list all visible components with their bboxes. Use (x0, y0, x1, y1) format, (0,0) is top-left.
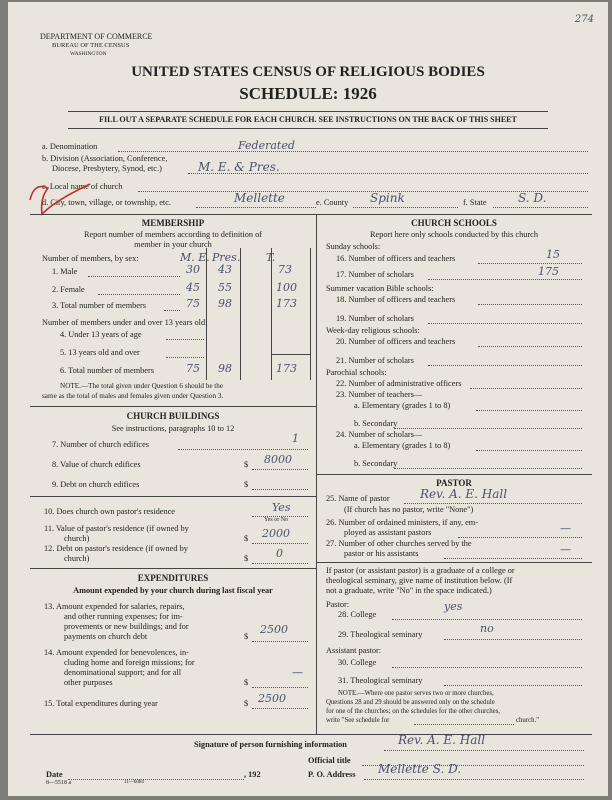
q16-label: 16. Number of officers and teachers (336, 254, 456, 263)
q18-label: 18. Number of officers and teachers (336, 295, 456, 304)
denomination-value: Federated (238, 139, 295, 152)
q13-line-1: 13. Amount expended for salaries, repairs, (44, 602, 185, 611)
county-label: e. County (316, 198, 349, 207)
q14-value: — (292, 666, 303, 679)
red-check-mark (26, 178, 96, 218)
female-total: 100 (276, 281, 297, 294)
local-name-label: c. Local name of church (42, 182, 123, 191)
q8-label: 8. Value of church edifices (52, 460, 141, 469)
q13-line-4: payments on church debt (64, 632, 148, 641)
state-label: f. State (463, 198, 487, 207)
bureau-name: BUREAU OF THE CENSUS (52, 42, 130, 49)
asst-label: Assistant pastor: (326, 646, 382, 655)
q11-label-b: church) (64, 534, 90, 543)
q14-line-3: denominational support; and for all (64, 668, 182, 677)
q13-line-2: and other running expenses; for im- (64, 612, 183, 621)
q12-label-b: church) (64, 554, 90, 563)
county-value: Spink (370, 191, 405, 205)
total6-me: 75 (186, 362, 200, 375)
city-value: Mellette (234, 191, 285, 205)
q8-dollar: $ (244, 460, 249, 469)
po-address-label: P. O. Address (308, 770, 356, 779)
q24a-label: a. Elementary (grades 1 to 8) (354, 441, 451, 450)
row-label: 3. Total number of members (52, 301, 146, 310)
q12-dollar: $ (244, 554, 249, 563)
form-subtitle: SCHEDULE: 1926 (239, 84, 377, 103)
form-title: UNITED STATES CENSUS OF RELIGIOUS BODIES (131, 64, 485, 80)
q16-value: 15 (546, 248, 560, 261)
signature-label: Signature of person furnishing information (194, 740, 347, 749)
q10-label: 10. Does church own pastor's residence (44, 507, 175, 516)
po-address-value: Mellette S. D. (378, 762, 462, 776)
pastor-heading: PASTOR (436, 478, 472, 488)
membership-sub1: Report number of members according to definition of (83, 230, 263, 239)
q7-value: 1 (292, 432, 299, 445)
q11-value: 2000 (262, 527, 290, 540)
male-pres: 43 (218, 263, 232, 276)
q24-label: 24. Number of scholars— (336, 430, 423, 439)
q31-label: 31. Theological seminary (338, 676, 423, 685)
division-label-2: Diocese, Presbytery, Synod, etc.) (52, 164, 162, 173)
q12-value: 0 (276, 547, 283, 560)
under-13-label: 4. Under 13 years of age (60, 330, 142, 339)
pastor-note-5: church." (516, 717, 539, 724)
row-label: 2. Female (52, 285, 85, 294)
schools-heading: CHURCH SCHOOLS (411, 218, 497, 228)
q23b-label: b. Secondary (354, 419, 398, 428)
col-head-pres: Pres. (212, 251, 241, 264)
q7-label: 7. Number of church edifices (52, 440, 149, 449)
pastor-note-4: write "See schedule for (326, 717, 390, 724)
q8-value: 8000 (264, 453, 292, 466)
membership-by-sex: Number of members, by sex: (42, 254, 139, 263)
q12-label-a: 12. Debt on pastor's residence (if owned by (44, 544, 188, 553)
q9-dollar: $ (244, 480, 249, 489)
sunday-label: Sunday schools: (326, 242, 381, 251)
q29-value: no (480, 622, 494, 635)
female-pres: 55 (218, 281, 232, 294)
total-total: 173 (276, 297, 297, 310)
schools-sub: Report here only schools conducted by this church (370, 230, 538, 239)
q22-label: 22. Number of administrative officers (336, 379, 462, 388)
row-label: 6. Total number of members (60, 366, 154, 375)
instructions: FILL OUT A SEPARATE SCHEDULE FOR EACH CHURCH. SEE INSTRUCTIONS ON THE BACK OF THIS SHEET (99, 115, 517, 124)
male-total: 73 (278, 263, 292, 276)
college-note-3: not a graduate, write "No" in the space indicated.) (326, 586, 492, 595)
pastor-label: Pastor: (326, 600, 350, 609)
female-me: 45 (186, 281, 200, 294)
male-me: 30 (186, 263, 200, 276)
expenditures-sub: Amount expended by your church during last fiscal year (73, 586, 273, 595)
col-head-me: M. E. (180, 251, 210, 264)
yes-no-caption: Yes or No (264, 517, 289, 523)
q21-label: 21. Number of scholars (336, 356, 414, 365)
college-note-1: If pastor (or assistant pastor) is a graduate of a college or (326, 566, 515, 575)
q14-line-2: cluding home and foreign missions; for (64, 658, 195, 667)
q27-label-b: pastor or his assistants (344, 549, 419, 558)
q14-dollar: $ (244, 678, 249, 687)
state-value: S. D. (518, 191, 547, 205)
pastor-note-2: Questions 28 and 29 should be answered only on the schedule (326, 699, 495, 706)
weekday-label: Week-day religious schools: (326, 326, 420, 335)
denomination-label: a. Denomination (42, 142, 98, 151)
q27-value: — (560, 543, 571, 556)
dept-name: DEPARTMENT OF COMMERCE (40, 32, 153, 41)
official-title-label: Official title (308, 756, 351, 765)
signature-value: Rev. A. E. Hall (398, 733, 486, 747)
parochial-label: Parochial schools: (326, 368, 387, 377)
col-head-t: T. (266, 251, 276, 264)
membership-note-1: NOTE.—The total given under Question 6 should be the (60, 382, 224, 390)
page-number: 274 (574, 14, 594, 25)
q11-dollar: $ (244, 534, 249, 543)
total6-total: 173 (276, 362, 297, 375)
total-pres: 98 (218, 297, 232, 310)
q29-label: 29. Theological seminary (338, 630, 423, 639)
division-label-1: b. Division (Association, Conference, (42, 154, 168, 163)
pastor-note-3: for one of the churches; on the schedules for the other churches, (326, 708, 501, 715)
print-number: 11—6084 (124, 780, 144, 785)
date-year: , 192 (244, 770, 261, 779)
q19-label: 19. Number of scholars (336, 314, 414, 323)
q26-label-b: ployed as assistant pastors (344, 528, 432, 537)
q17-value: 175 (538, 265, 559, 278)
q15-label: 15. Total expenditures during year (44, 699, 158, 708)
q13-line-3: provements or new buildings; and for (64, 622, 189, 631)
q10-value: Yes (272, 501, 291, 514)
q13-dollar: $ (244, 632, 249, 641)
buildings-sub: See instructions, paragraphs 10 to 12 (111, 424, 235, 433)
census-schedule-sheet (8, 2, 608, 796)
pastor-note-1: NOTE.—Where one pastor serves two or more churches, (338, 690, 494, 697)
q26-label-a: 26. Number of ordained ministers, if any, em- (326, 518, 478, 527)
vacation-label: Summer vacation Bible schools: (326, 284, 434, 293)
q24b-label: b. Secondary (354, 459, 398, 468)
q17-label: 17. Number of scholars (336, 270, 414, 279)
q11-label-a: 11. Value of pastor's residence (if owned by (44, 524, 189, 533)
division-value: M. E. & Pres. (198, 160, 280, 174)
row-label: 1. Male (52, 267, 78, 276)
city-label: d. City, town, village, or township, etc. (42, 198, 171, 207)
date-label: Date (46, 770, 63, 779)
q14-line-1: 14. Amount expended for benevolences, in- (44, 648, 189, 657)
q15-dollar: $ (244, 699, 249, 708)
q13-value: 2500 (260, 623, 288, 636)
city-name: WASHINGTON (70, 51, 107, 57)
total6-pres: 98 (218, 362, 232, 375)
over-13-label: 5. 13 years old and over (60, 348, 140, 357)
expenditures-heading: EXPENDITURES (137, 573, 209, 583)
q25-label: 25. Name of pastor (326, 494, 390, 503)
q14-line-4: other purposes (64, 678, 113, 687)
buildings-heading: CHURCH BUILDINGS (126, 411, 220, 421)
q15-value: 2500 (258, 692, 286, 705)
q26-value: — (560, 522, 571, 535)
q28-label: 28. College (338, 610, 377, 619)
q23-label: 23. Number of teachers— (336, 390, 423, 399)
age-heading: Number of members under and over 13 years old: (42, 318, 208, 327)
q9-label: 9. Debt on church edifices (52, 480, 140, 489)
q25-value: Rev. A. E. Hall (420, 487, 508, 501)
membership-sub2: member in your church (134, 240, 212, 249)
q25-note: (If church has no pastor, write "None") (344, 505, 474, 514)
q27-label-a: 27. Number of other churches served by the (326, 539, 472, 548)
q30-label: 30. College (338, 658, 377, 667)
q23a-label: a. Elementary (grades 1 to 8) (354, 401, 451, 410)
membership-note-2: same as the total of males and females given under Question 3. (42, 392, 224, 400)
membership-heading: MEMBERSHIP (141, 218, 205, 228)
form-number: 8—5518 a (46, 780, 72, 786)
q20-label: 20. Number of officers and teachers (336, 337, 456, 346)
college-note-2: theological seminary, give name of institution below. (If (326, 576, 513, 585)
q28-value: yes (444, 600, 463, 613)
total-me: 75 (186, 297, 200, 310)
